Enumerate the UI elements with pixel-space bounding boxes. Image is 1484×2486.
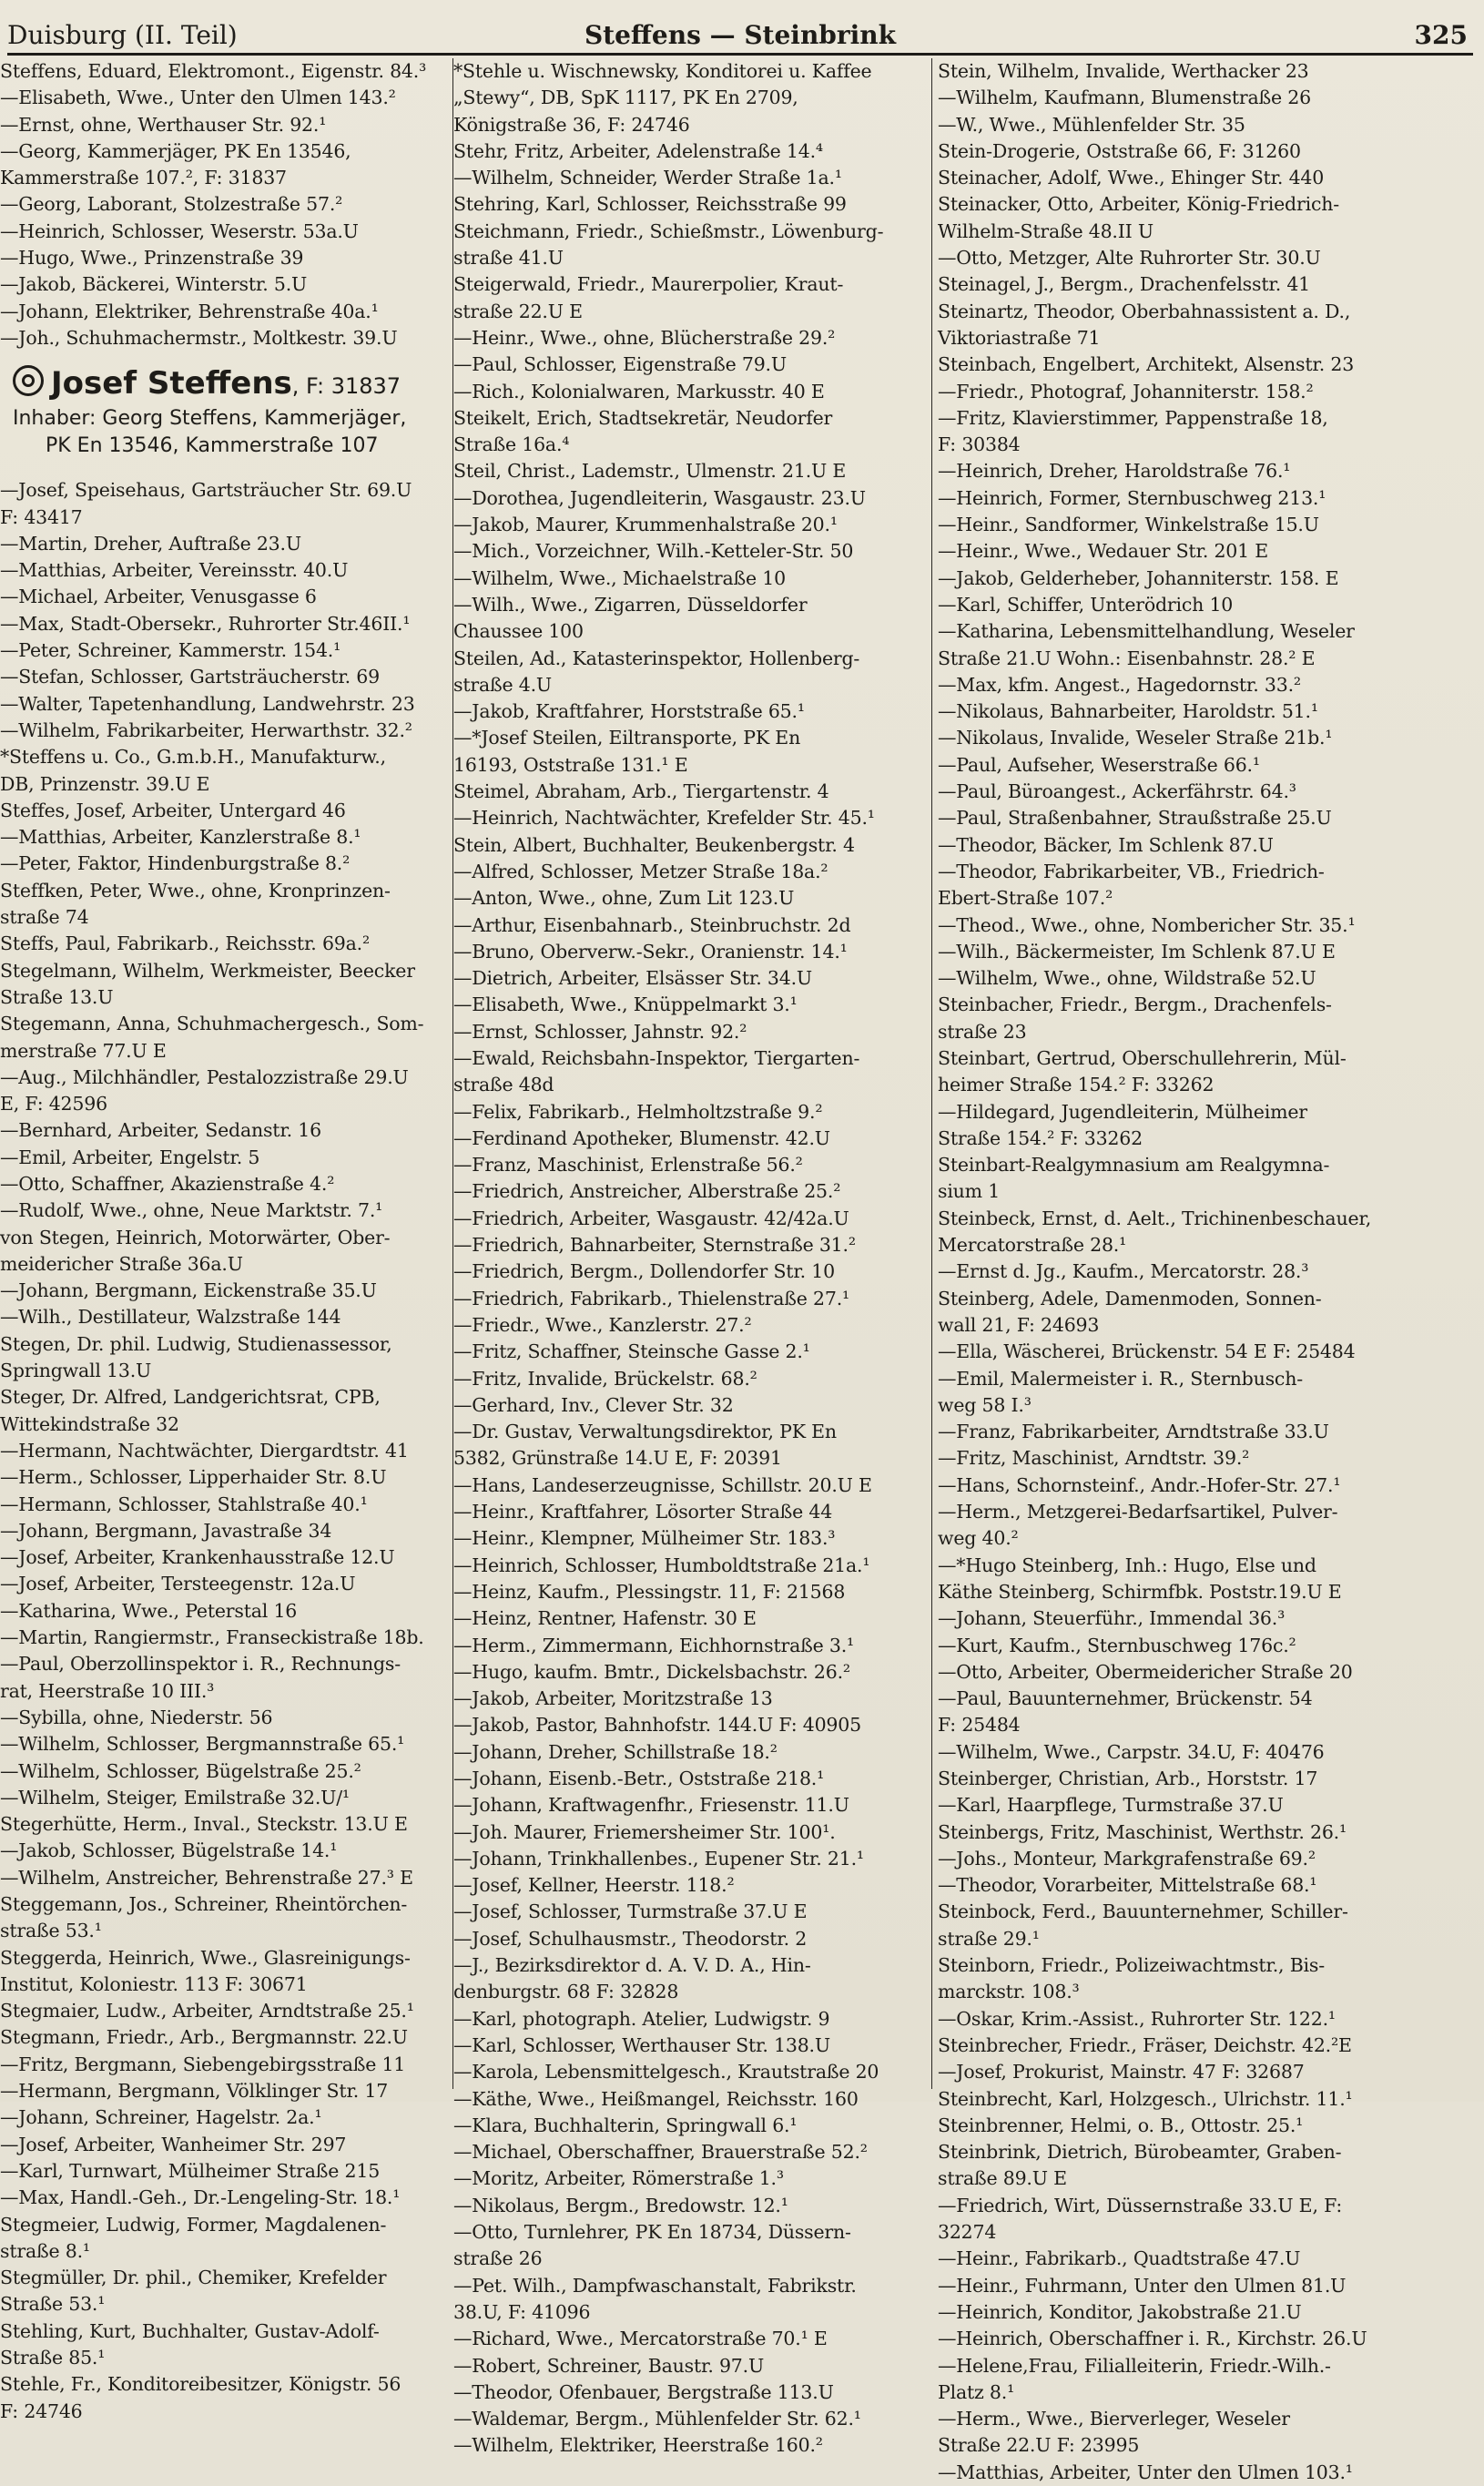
page-header: [7, 16, 1473, 56]
directory-entry-line: —Peter, Faktor, Hindenburgstraße 8.²: [0, 852, 351, 875]
directory-entry-line: Straße 21.U Wohn.: Eisenbahnstr. 28.² E: [938, 647, 1316, 669]
directory-entry-line: Stegerhütte, Herm., Inval., Steckstr. 13.U E: [0, 1813, 408, 1836]
directory-entry-line: —Karl, Turnwart, Mülheimer Straße 215: [0, 2159, 381, 2182]
directory-entry-line: —Friedrich, Fabrikarb., Thielenstraße 27.¹: [453, 1287, 850, 1309]
directory-entry-line: —Max, Stadt-Obersekr., Ruhrorter Str.46II.¹: [0, 612, 411, 635]
directory-entry-line: Stehle, Fr., Konditoreibesitzer, Königstr. 56: [0, 2373, 401, 2396]
header-range: Steffens — Steinbrink: [584, 20, 897, 50]
directory-entry-line: 38.U, F: 41096: [453, 2300, 591, 2323]
page-number: 325: [1414, 20, 1468, 50]
directory-entry-line: —Paul, Bauunternehmer, Brückenstr. 54: [938, 1687, 1313, 1710]
directory-entry-line: rat, Heerstraße 10 III.³: [0, 1679, 215, 1702]
directory-entry-line: —Wilhelm, Elektriker, Heerstraße 160.²: [453, 2434, 823, 2457]
directory-entry-line: —Jakob, Pastor, Bahnhofstr. 144.U F: 40905: [453, 1714, 861, 1737]
directory-entry-line: —Joh., Schuhmachermstr., Moltkestr. 39.U: [0, 326, 398, 349]
directory-entry-line: —Wilhelm, Steiger, Emilstraße 32.U/¹: [0, 1786, 350, 1808]
directory-entry-line: Steinberg, Adele, Damenmoden, Sonnen-: [938, 1287, 1322, 1309]
directory-entry-line: —Johann, Schreiner, Hagelstr. 2a.¹: [0, 2106, 322, 2129]
directory-entry-line: —Jakob, Arbeiter, Moritzstraße 13: [453, 1687, 773, 1710]
directory-entry-line: —Wilhelm, Wwe., Carpstr. 34.U, F: 40476: [938, 1740, 1325, 1763]
directory-entry-line: —Hugo, Wwe., Prinzenstraße 39: [0, 247, 304, 270]
directory-entry-line: Straße 85.¹: [0, 2347, 106, 2369]
advertisement: [13, 364, 457, 472]
directory-entry-line: Käthe Steinberg, Schirmfbk. Poststr.19.U E: [938, 1580, 1342, 1603]
directory-entry-line: —Josef, Schulhausmstr., Theodorstr. 2: [453, 1927, 808, 1950]
directory-entry-line: —Otto, Metzger, Alte Ruhrorter Str. 30.U: [938, 247, 1321, 270]
directory-entry-line: Steffens, Eduard, Elektromont., Eigenstr. 84.³: [0, 60, 427, 82]
directory-entry-line: —Matthias, Arbeiter, Vereinsstr. 40.U: [0, 559, 349, 582]
directory-entry-line: —Johann, Kraftwagenfhr., Friesenstr. 11.U: [453, 1794, 849, 1817]
directory-entry-line: Springwall 13.U: [0, 1360, 152, 1382]
directory-entry-line: —Ella, Wäscherei, Brückenstr. 54 E F: 25484: [938, 1340, 1356, 1363]
directory-entry-line: —Johs., Monteur, Markgrafenstraße 69.²: [938, 1847, 1316, 1870]
directory-entry-line: —Josef, Schlosser, Turmstraße 37.U E: [453, 1900, 808, 1923]
directory-entry-line: Steinbrecht, Karl, Holzgesch., Ulrichstr. 11.¹: [938, 2087, 1353, 2110]
directory-entry-line: —Moritz, Arbeiter, Römerstraße 1.³: [453, 2167, 784, 2190]
directory-entry-line: —Otto, Schaffner, Akazienstraße 4.²: [0, 1172, 335, 1195]
directory-entry-line: Steichmann, Friedr., Schießmstr., Löwenburg-: [453, 219, 884, 242]
directory-entry-line: —Friedrich, Bergm., Dollendorfer Str. 10: [453, 1260, 835, 1283]
directory-entry-line: wall 21, F: 24693: [938, 1313, 1100, 1336]
directory-entry-line: —Hermann, Bergmann, Völklinger Str. 17: [0, 2080, 389, 2103]
directory-entry-line: straße 23: [938, 1020, 1027, 1043]
directory-entry-line: —Nikolaus, Bergm., Bredowstr. 12.¹: [453, 2194, 788, 2216]
directory-entry-line: —Josef, Prokurist, Mainstr. 47 F: 32687: [938, 2061, 1305, 2084]
directory-entry-line: —Helene,Frau, Filialleiterin, Friedr.-Wilh.-: [938, 2354, 1331, 2377]
directory-entry-line: —Hugo, kaufm. Bmtr., Dickelsbachstr. 26.²: [453, 1660, 850, 1683]
directory-entry-line: —Wilhelm, Schneider, Werder Straße 1a.¹: [453, 167, 842, 189]
entry-list-3: [938, 58, 1466, 2486]
directory-entry-line: —Johann, Elektriker, Behrenstraße 40a.¹: [0, 300, 379, 322]
directory-entry-line: *Stehle u. Wischnewsky, Konditorei u. Kaffee: [453, 60, 872, 82]
directory-entry-line: —Ernst, ohne, Werthauser Str. 92.¹: [0, 113, 327, 136]
directory-entry-line: —Bruno, Oberverw.-Sekr., Oranienstr. 14.¹: [453, 940, 848, 963]
directory-entry-line: sium 1: [938, 1180, 1001, 1203]
directory-entry-line: —Stefan, Schlosser, Gartsträucherstr. 69: [0, 666, 380, 688]
directory-entry-line: —Paul, Büroangest., Ackerfährstr. 64.³: [938, 780, 1296, 803]
directory-entry-line: —Wilh., Bäckermeister, Im Schlenk 87.U E: [938, 940, 1336, 963]
directory-entry-line: Institut, Koloniestr. 113 F: 30671: [0, 1972, 308, 1995]
directory-entry-line: F: 30384: [938, 433, 1021, 456]
directory-entry-line: Stein, Wilhelm, Invalide, Werthacker 23: [938, 60, 1309, 82]
directory-entry-line: —Theodor, Fabrikarbeiter, VB., Friedrich-: [938, 860, 1325, 882]
entry-list-1b: [0, 477, 457, 2425]
directory-entry-line: —Fritz, Invalide, Brückelstr. 68.²: [453, 1367, 757, 1390]
directory-entry-line: straße 8.¹: [0, 2239, 90, 2262]
directory-entry-line: —Heinr., Fuhrmann, Unter den Ulmen 81.U: [938, 2274, 1347, 2297]
directory-entry-line: Steinbock, Ferd., Bauunternehmer, Schiller-: [938, 1900, 1348, 1923]
directory-entry-line: Straße 16a.⁴: [453, 433, 570, 456]
directory-entry-line: —Kurt, Kaufm., Sternbuschweg 176c.²: [938, 1634, 1296, 1656]
directory-entry-line: Steinberger, Christian, Arb., Horststr. 17: [938, 1768, 1318, 1789]
directory-entry-line: Wittekindstraße 32: [0, 1412, 179, 1435]
directory-entry-line: —Heinrich, Konditor, Jakobstraße 21.U: [938, 2300, 1302, 2323]
directory-entry-line: —Nikolaus, Bahnarbeiter, Haroldstr. 51.¹: [938, 700, 1318, 723]
directory-entry-line: —Heinr., Kraftfahrer, Lösorter Straße 44: [453, 1501, 833, 1523]
directory-entry-line: —Paul, Aufseher, Weserstraße 66.¹: [938, 753, 1260, 776]
directory-entry-line: Stein-Drogerie, Oststraße 66, F: 31260: [938, 139, 1301, 162]
directory-entry-line: —Otto, Turnlehrer, PK En 18734, Düssern-: [453, 2221, 851, 2244]
directory-entry-line: —Walter, Tapetenhandlung, Landwehrstr. 23: [0, 692, 415, 715]
directory-entry-line: Stegemann, Anna, Schuhmachergesch., Som-: [0, 1013, 424, 1035]
directory-entry-line: —Josef, Arbeiter, Wanheimer Str. 297: [0, 2133, 347, 2155]
directory-entry-line: —Karl, Schlosser, Werthauser Str. 138.U: [453, 2033, 830, 2056]
directory-entry-line: Straße 154.² F: 33262: [938, 1126, 1143, 1149]
directory-entry-line: —Hans, Landeserzeugnisse, Schillstr. 20.U E: [453, 1473, 872, 1496]
directory-entry-line: straße 48d: [453, 1074, 554, 1096]
directory-entry-line: „Stewy“, DB, SpK 1117, PK En 2709,: [453, 87, 798, 109]
directory-entry-line: —Josef, Arbeiter, Krankenhausstraße 12.U: [0, 1546, 395, 1569]
directory-entry-line: —J., Bezirksdirektor d. A. V. D. A., Hin-: [453, 1954, 811, 1977]
directory-entry-line: —Fritz, Schaffner, Steinsche Gasse 2.¹: [453, 1340, 810, 1363]
directory-entry-line: —Dietrich, Arbeiter, Elsässer Str. 34.U: [453, 967, 812, 990]
directory-entry-line: 16193, Oststraße 131.¹ E: [453, 753, 688, 776]
directory-entry-line: —Rudolf, Wwe., ohne, Neue Marktstr. 7.¹: [0, 1199, 383, 1222]
column-2: [453, 58, 923, 2457]
directory-entry-line: —Heinrich, Dreher, Haroldstraße 76.¹: [938, 460, 1291, 483]
directory-entry-line: Steinagel, J., Bergm., Drachenfelsstr. 41: [938, 273, 1311, 296]
directory-entry-line: —Ernst, Schlosser, Jahnstr. 92.²: [453, 1020, 747, 1043]
header-city: Duisburg (II. Teil): [7, 20, 238, 50]
directory-entry-line: straße 26: [453, 2247, 543, 2270]
directory-entry-line: —Johann, Eisenb.-Betr., Oststraße 218.¹: [453, 1768, 825, 1789]
directory-entry-line: —Karola, Lebensmittelgesch., Krautstraße 20: [453, 2061, 879, 2084]
directory-entry-line: —Wilhelm, Kaufmann, Blumenstraße 26: [938, 87, 1311, 109]
directory-entry-line: —Theodor, Ofenbauer, Bergstraße 113.U: [453, 2380, 834, 2403]
directory-entry-line: —Katharina, Lebensmittelhandlung, Weseler: [938, 620, 1355, 643]
directory-entry-line: —Herm., Zimmermann, Eichhornstraße 3.¹: [453, 1634, 855, 1656]
directory-entry-line: —Wilhelm, Schlosser, Bügelstraße 25.²: [0, 1759, 361, 1782]
directory-entry-line: E, F: 42596: [0, 1093, 107, 1116]
directory-entry-line: —Otto, Arbeiter, Obermeidericher Straße 20: [938, 1660, 1353, 1683]
directory-entry-line: Steffes, Josef, Arbeiter, Untergard 46: [0, 799, 346, 821]
directory-entry-line: —Friedrich, Arbeiter, Wasgaustr. 42/42a.U: [453, 1207, 849, 1229]
directory-entry-line: —Herm., Schlosser, Lipperhaider Str. 8.U: [0, 1466, 387, 1489]
directory-entry-line: —Herm., Metzgerei-Bedarfsartikel, Pulver-: [938, 1501, 1338, 1523]
directory-entry-line: Steinbacher, Friedr., Bergm., Drachenfels-: [938, 993, 1332, 1016]
directory-entry-line: Stehling, Kurt, Buchhalter, Gustav-Adolf-: [0, 2319, 380, 2342]
directory-entry-line: Steinacher, Adolf, Wwe., Ehinger Str. 440: [938, 167, 1325, 189]
directory-entry-line: —Hildegard, Jugendleiterin, Mülheimer: [938, 1100, 1307, 1123]
directory-entry-line: —Wilhelm, Wwe., ohne, Wildstraße 52.U: [938, 967, 1316, 990]
directory-entry-line: —Peter, Schreiner, Kammerstr. 154.¹: [0, 639, 341, 662]
directory-entry-line: Steikelt, Erich, Stadtsekretär, Neudorfer: [453, 406, 833, 429]
directory-entry-line: —Johann, Steuerführ., Immendal 36.³: [938, 1607, 1286, 1630]
directory-entry-line: —Arthur, Eisenbahnarb., Steinbruchstr. 2d: [453, 913, 851, 936]
directory-entry-line: —Fritz, Maschinist, Arndtstr. 39.²: [938, 1447, 1250, 1470]
directory-entry-line: —Ewald, Reichsbahn-Inspektor, Tiergarten-: [453, 1046, 860, 1069]
directory-entry-line: —Hans, Schornsteinf., Andr.-Hofer-Str. 27.¹: [938, 1473, 1341, 1496]
directory-entry-line: straße 53.¹: [0, 1920, 102, 1942]
directory-entry-line: —Wilh., Destillateur, Walzstraße 144: [0, 1306, 341, 1329]
directory-entry-line: straße 89.U E: [938, 2167, 1067, 2190]
directory-entry-line: Stegmaier, Ludw., Arbeiter, Arndtstraße 25.¹: [0, 2000, 414, 2022]
directory-entry-line: —Matthias, Arbeiter, Unter den Ulmen 103.¹: [938, 2461, 1353, 2483]
directory-entry-line: von Stegen, Heinrich, Motorwärter, Ober-: [0, 1226, 391, 1248]
directory-entry-line: —Mich., Vorzeichner, Wilh.-Ketteler-Str. 50: [453, 540, 854, 563]
directory-entry-line: straße 29.¹: [938, 1927, 1040, 1950]
directory-entry-line: merstraße 77.U E: [0, 1039, 167, 1062]
directory-entry-line: —Josef, Arbeiter, Tersteegenstr. 12a.U: [0, 1573, 356, 1595]
directory-entry-line: —Emil, Malermeister i. R., Sternbusch-: [938, 1367, 1303, 1390]
ad-company-name: Josef Steffens: [51, 365, 292, 402]
directory-entry-line: —Friedrich, Bahnarbeiter, Sternstraße 31.²: [453, 1234, 856, 1257]
ad-phone: , F: 31837: [291, 373, 401, 400]
directory-entry-line: —Dorothea, Jugendleiterin, Wasgaustr. 23.U: [453, 486, 866, 509]
directory-entry-line: —Robert, Schreiner, Baustr. 97.U: [453, 2354, 765, 2377]
directory-entry-line: —Aug., Milchhändler, Pestalozzistraße 29.U: [0, 1065, 409, 1088]
directory-entry-line: —Klara, Buchhalterin, Springwall 6.¹: [453, 2114, 798, 2136]
directory-entry-line: 5382, Grünstraße 14.U E, F: 20391: [453, 1447, 782, 1470]
directory-entry-line: —Pet. Wilh., Dampfwaschanstalt, Fabrikstr.: [453, 2274, 857, 2297]
directory-entry-line: Steinbart-Realgymnasium am Realgymna-: [938, 1154, 1330, 1177]
directory-entry-line: weg 58 I.³: [938, 1393, 1032, 1416]
directory-entry-line: —Jakob, Gelderheber, Johanniterstr. 158. E: [938, 566, 1339, 589]
directory-entry-line: —Martin, Dreher, Auftraße 23.U: [0, 532, 301, 555]
directory-entry-line: —Jakob, Kraftfahrer, Horststraße 65.¹: [453, 700, 805, 723]
directory-entry-line: —Anton, Wwe., ohne, Zum Lit 123.U: [453, 887, 795, 910]
directory-entry-line: Stegelmann, Wilhelm, Werkmeister, Beecker: [0, 959, 415, 982]
directory-entry-line: DB, Prinzenstr. 39.U E: [0, 772, 210, 795]
directory-entry-line: Stegmüller, Dr. phil., Chemiker, Krefelder: [0, 2267, 387, 2289]
directory-entry-line: F: 24746: [0, 2399, 83, 2422]
directory-entry-line: —Nikolaus, Invalide, Weseler Straße 21b.¹: [938, 727, 1333, 749]
column-3: [938, 58, 1466, 2483]
directory-entry-line: —Paul, Oberzollinspektor i. R., Rechnungs-: [0, 1653, 401, 1676]
directory-entry-line: Stegmann, Friedr., Arb., Bergmannstr. 22.U: [0, 2026, 408, 2049]
directory-entry-line: —Bernhard, Arbeiter, Sedanstr. 16: [0, 1119, 321, 1142]
directory-entry-line: —Heinrich, Oberschaffner i. R., Kirchstr. 26.U: [938, 2328, 1367, 2350]
directory-entry-line: denburgstr. 68 F: 32828: [453, 1981, 679, 2003]
directory-entry-line: Steinacker, Otto, Arbeiter, König-Friedrich-: [938, 193, 1339, 216]
directory-entry-line: —Martin, Rangiermstr., Franseckistraße 18b.: [0, 1626, 424, 1649]
directory-entry-line: —Franz, Fabrikarbeiter, Arndtstraße 33.U: [938, 1421, 1329, 1443]
directory-entry-line: F: 25484: [938, 1714, 1021, 1737]
directory-entry-line: —Käthe, Wwe., Heißmangel, Reichsstr. 160: [453, 2087, 859, 2110]
directory-entry-line: heimer Straße 154.² F: 33262: [938, 1074, 1215, 1096]
directory-entry-line: —Ferdinand Apotheker, Blumenstr. 42.U: [453, 1126, 830, 1149]
directory-entry-line: Steinbeck, Ernst, d. Aelt., Trichinenbeschauer,: [938, 1207, 1372, 1229]
directory-entry-line: Steggerda, Heinrich, Wwe., Glasreinigungs-: [0, 1946, 411, 1969]
directory-entry-line: —Friedr., Photograf, Johanniterstr. 158.²: [938, 380, 1314, 402]
directory-entry-line: —Josef, Speisehaus, Gartsträucher Str. 69.U: [0, 479, 412, 502]
directory-entry-line: —Theodor, Bäcker, Im Schlenk 87.U: [938, 833, 1274, 856]
ad-address-line: PK En 13546, Kammerstraße 107: [46, 434, 379, 458]
directory-entry-line: —Herm., Wwe., Bierverleger, Weseler: [938, 2408, 1290, 2430]
directory-entry-line: Stegen, Dr. phil. Ludwig, Studienassessor,: [0, 1332, 392, 1355]
directory-entry-line: Kammerstraße 107.², F: 31837: [0, 167, 287, 189]
directory-entry-line: *Steffens u. Co., G.m.b.H., Manufakturw.,: [0, 746, 386, 769]
directory-entry-line: —Hermann, Schlosser, Stahlstraße 40.¹: [0, 1493, 368, 1515]
directory-entry-line: —Wilh., Wwe., Zigarren, Düsseldorfer: [453, 593, 808, 616]
directory-entry-line: —Heinr., Wwe., Wedauer Str. 201 E: [938, 540, 1269, 563]
directory-entry-line: Steffs, Paul, Fabrikarb., Reichsstr. 69a.²: [0, 932, 370, 955]
directory-entry-line: —Dr. Gustav, Verwaltungsdirektor, PK En: [453, 1421, 837, 1443]
directory-entry-line: Straße 53.¹: [0, 2293, 106, 2316]
directory-entry-line: —Heinrich, Former, Sternbuschweg 213.¹: [938, 486, 1326, 509]
directory-entry-line: —Katharina, Wwe., Peterstal 16: [0, 1599, 298, 1622]
directory-entry-line: marckstr. 108.³: [938, 1981, 1080, 2003]
directory-entry-line: F: 43417: [0, 505, 83, 528]
directory-entry-line: Steil, Christ., Lademstr., Ulmenstr. 21.U E: [453, 460, 847, 483]
directory-entry-line: Steimel, Abraham, Arb., Tiergartenstr. 4: [453, 780, 829, 803]
directory-entry-line: Steinbergs, Fritz, Maschinist, Werthstr. 26.¹: [938, 1820, 1347, 1843]
directory-entry-line: —Max, kfm. Angest., Hagedornstr. 33.²: [938, 673, 1301, 696]
directory-entry-line: —Waldemar, Bergm., Mühlenfelder Str. 62.¹: [453, 2408, 861, 2430]
directory-entry-line: —Wilhelm, Schlosser, Bergmannstraße 65.¹: [0, 1733, 405, 1756]
directory-entry-line: —Felix, Fabrikarb., Helmholtzstraße 9.²: [453, 1100, 823, 1123]
directory-entry-line: —Wilhelm, Fabrikarbeiter, Herwarthstr. 32.²: [0, 718, 412, 741]
directory-entry-line: —W., Wwe., Mühlenfelder Str. 35: [938, 113, 1245, 136]
directory-entry-line: —Michael, Arbeiter, Venusgasse 6: [0, 586, 317, 608]
directory-entry-line: —Matthias, Arbeiter, Kanzlerstraße 8.¹: [0, 826, 361, 849]
directory-entry-line: —*Hugo Steinberg, Inh.: Hugo, Else und: [938, 1554, 1316, 1576]
directory-entry-line: —Heinz, Rentner, Hafenstr. 30 E: [453, 1607, 757, 1630]
directory-entry-line: Stehr, Fritz, Arbeiter, Adelenstraße 14.⁴: [453, 139, 823, 162]
directory-entry-line: Straße 22.U F: 23995: [938, 2434, 1140, 2457]
directory-entry-line: Steilen, Ad., Katasterinspektor, Hollenberg-: [453, 647, 860, 669]
directory-entry-line: 32274: [938, 2221, 997, 2244]
directory-entry-line: Ebert-Straße 107.²: [938, 887, 1113, 910]
directory-entry-line: —Karl, Schiffer, Unterödrich 10: [938, 593, 1234, 616]
directory-entry-line: —Friedr., Wwe., Kanzlerstr. 27.²: [453, 1313, 752, 1336]
directory-entry-line: —Fritz, Klavierstimmer, Pappenstraße 18,: [938, 406, 1328, 429]
directory-entry-line: Steffken, Peter, Wwe., ohne, Kronprinzen-: [0, 879, 391, 902]
directory-entry-line: —Jakob, Maurer, Krummenhalstraße 20.¹: [453, 514, 838, 536]
directory-entry-line: Straße 13.U: [0, 985, 114, 1008]
directory-entry-line: —Gerhard, Inv., Clever Str. 32: [453, 1393, 734, 1416]
directory-entry-line: —Heinrich, Nachtwächter, Krefelder Str. 45.¹: [453, 807, 875, 830]
directory-entry-line: Steinbrink, Dietrich, Bürobeamter, Graben-: [938, 2141, 1342, 2164]
directory-entry-line: —Wilhelm, Anstreicher, Behrenstraße 27.³ E: [0, 1866, 413, 1889]
directory-entry-line: —Heinrich, Schlosser, Weserstr. 53a.U: [0, 219, 359, 242]
entry-list-2: [453, 58, 923, 2460]
directory-entry-line: Steinbach, Engelbert, Architekt, Alsenstr. 23: [938, 353, 1355, 376]
directory-entry-line: weg 40.²: [938, 1527, 1019, 1550]
directory-entry-line: —Paul, Straßenbahner, Straußstraße 25.U: [938, 807, 1332, 830]
directory-entry-line: —Johann, Bergmann, Javastraße 34: [0, 1519, 332, 1542]
directory-entry-line: —Friedrich, Anstreicher, Alberstraße 25.²: [453, 1180, 841, 1203]
directory-entry-line: —Sybilla, ohne, Niederstr. 56: [0, 1706, 273, 1728]
directory-entry-line: —Elisabeth, Wwe., Unter den Ulmen 143.²: [0, 87, 396, 109]
directory-entry-line: —Elisabeth, Wwe., Knüppelmarkt 3.¹: [453, 993, 798, 1016]
directory-entry-line: —Max, Handl.-Geh., Dr.-Lengeling-Str. 18.¹: [0, 2186, 401, 2209]
directory-entry-line: straße 4.U: [453, 673, 552, 696]
directory-entry-line: Steggemann, Jos., Schreiner, Rheintörchen-: [0, 1893, 408, 1915]
directory-entry-line: —Heinrich, Schlosser, Humboldtstraße 21a.¹: [453, 1554, 870, 1576]
directory-entry-line: —Fritz, Bergmann, Siebengebirgsstraße 11: [0, 2053, 406, 2075]
entry-list-1a: [0, 58, 457, 352]
directory-entry-line: —Georg, Kammerjäger, PK En 13546,: [0, 139, 351, 162]
directory-entry-line: —Josef, Kellner, Heerstr. 118.²: [453, 1874, 735, 1897]
directory-entry-line: Platz 8.¹: [938, 2380, 1015, 2403]
directory-entry-line: —Emil, Arbeiter, Engelstr. 5: [0, 1146, 260, 1168]
directory-entry-line: Stegmeier, Ludwig, Former, Magdalenen-: [0, 2213, 387, 2236]
directory-entry-line: Stein, Albert, Buchhalter, Beukenbergstr. 4: [453, 833, 855, 856]
directory-entry-line: —Alfred, Schlosser, Metzer Straße 18a.²: [453, 860, 828, 882]
directory-entry-line: —Jakob, Bäckerei, Winterstr. 5.U: [0, 273, 308, 296]
directory-entry-line: —Jakob, Schlosser, Bügelstraße 14.¹: [0, 1839, 338, 1862]
directory-entry-line: Viktoriastraße 71: [938, 326, 1101, 349]
directory-entry-line: straße 74: [0, 906, 89, 929]
directory-entry-line: —Johann, Trinkhallenbes., Eupener Str. 21.¹: [453, 1847, 864, 1870]
directory-entry-line: Stehring, Karl, Schlosser, Reichsstraße 99: [453, 193, 847, 216]
directory-entry-line: —Theod., Wwe., ohne, Nombericher Str. 35.¹: [938, 913, 1356, 936]
directory-entry-line: Steinbart, Gertrud, Oberschullehrerin, Mül-: [938, 1046, 1347, 1069]
directory-entry-line: Steinborn, Friedr., Polizeiwachtmstr., Bis-: [938, 1954, 1325, 1977]
directory-entry-line: —Karl, Haarpflege, Turmstraße 37.U: [938, 1794, 1284, 1817]
directory-entry-line: Mercatorstraße 28.¹: [938, 1234, 1127, 1257]
directory-entry-line: Chaussee 100: [453, 620, 584, 643]
directory-entry-line: Steger, Dr. Alfred, Landgerichtsrat, CPB,: [0, 1386, 381, 1409]
directory-entry-line: —Hermann, Nachtwächter, Diergardtstr. 41: [0, 1439, 409, 1462]
directory-entry-line: straße 41.U: [453, 247, 564, 270]
directory-entry-line: —*Josef Steilen, Eiltransporte, PK En: [453, 727, 801, 749]
directory-entry-line: Wilhelm-Straße 48.II U: [938, 219, 1154, 242]
directory-entry-line: —Joh. Maurer, Friemersheimer Str. 100¹.: [453, 1820, 836, 1843]
directory-entry-line: —Richard, Wwe., Mercatorstraße 70.¹ E: [453, 2328, 828, 2350]
directory-entry-line: Steinartz, Theodor, Oberbahnassistent a. D.,: [938, 300, 1351, 322]
directory-entry-line: meidericher Straße 36a.U: [0, 1252, 243, 1275]
directory-entry-line: Königstraße 36, F: 24746: [453, 113, 690, 136]
directory-entry-line: —Michael, Oberschaffner, Brauerstraße 52.²: [453, 2141, 868, 2164]
ad-owner-line: Inhaber: Georg Steffens, Kammerjäger,: [13, 407, 407, 431]
column-divider: [931, 58, 932, 2089]
directory-entry-line: —Heinr., Sandformer, Winkelstraße 15.U: [938, 514, 1319, 536]
directory-entry-line: —Wilhelm, Wwe., Michaelstraße 10: [453, 566, 786, 589]
directory-entry-line: —Johann, Bergmann, Eickenstraße 35.U: [0, 1279, 377, 1302]
directory-entry-line: —Friedrich, Wirt, Düssernstraße 33.U E, F:: [938, 2194, 1343, 2216]
directory-entry-line: —Karl, photograph. Atelier, Ludwigstr. 9: [453, 2007, 830, 2030]
directory-entry-line: —Georg, Laborant, Stolzestraße 57.²: [0, 193, 343, 216]
directory-entry-line: —Paul, Schlosser, Eigenstraße 79.U: [453, 353, 787, 376]
directory-entry-line: —Oskar, Krim.-Assist., Ruhrorter Str. 122.¹: [938, 2007, 1336, 2030]
directory-entry-line: Steinbrecher, Friedr., Fräser, Deichstr. 42.²E: [938, 2033, 1352, 2056]
directory-entry-line: —Franz, Maschinist, Erlenstraße 56.²: [453, 1154, 803, 1177]
directory-entry-line: —Theodor, Vorarbeiter, Mittelstraße 68.¹: [938, 1874, 1317, 1897]
directory-entry-line: —Heinr., Wwe., ohne, Blücherstraße 29.²: [453, 326, 836, 349]
company-logo-icon: [13, 365, 44, 396]
column-1: [0, 58, 457, 2422]
directory-entry-line: —Rich., Kolonialwaren, Markusstr. 40 E: [453, 380, 825, 402]
directory-entry-line: —Heinr., Klempner, Mülheimer Str. 183.³: [453, 1527, 836, 1550]
directory-entry-line: —Heinr., Fabrikarb., Quadtstraße 47.U: [938, 2247, 1301, 2270]
directory-entry-line: straße 22.U E: [453, 300, 583, 322]
directory-entry-line: Steinbrenner, Helmi, o. B., Ottostr. 25.¹: [938, 2114, 1304, 2136]
directory-entry-line: Steigerwald, Friedr., Maurerpolier, Kraut-: [453, 273, 844, 296]
directory-entry-line: —Ernst d. Jg., Kaufm., Mercatorstr. 28.³: [938, 1260, 1309, 1283]
directory-entry-line: —Johann, Dreher, Schillstraße 18.²: [453, 1740, 778, 1763]
directory-entry-line: —Heinz, Kaufm., Plessingstr. 11, F: 21568: [453, 1580, 846, 1603]
